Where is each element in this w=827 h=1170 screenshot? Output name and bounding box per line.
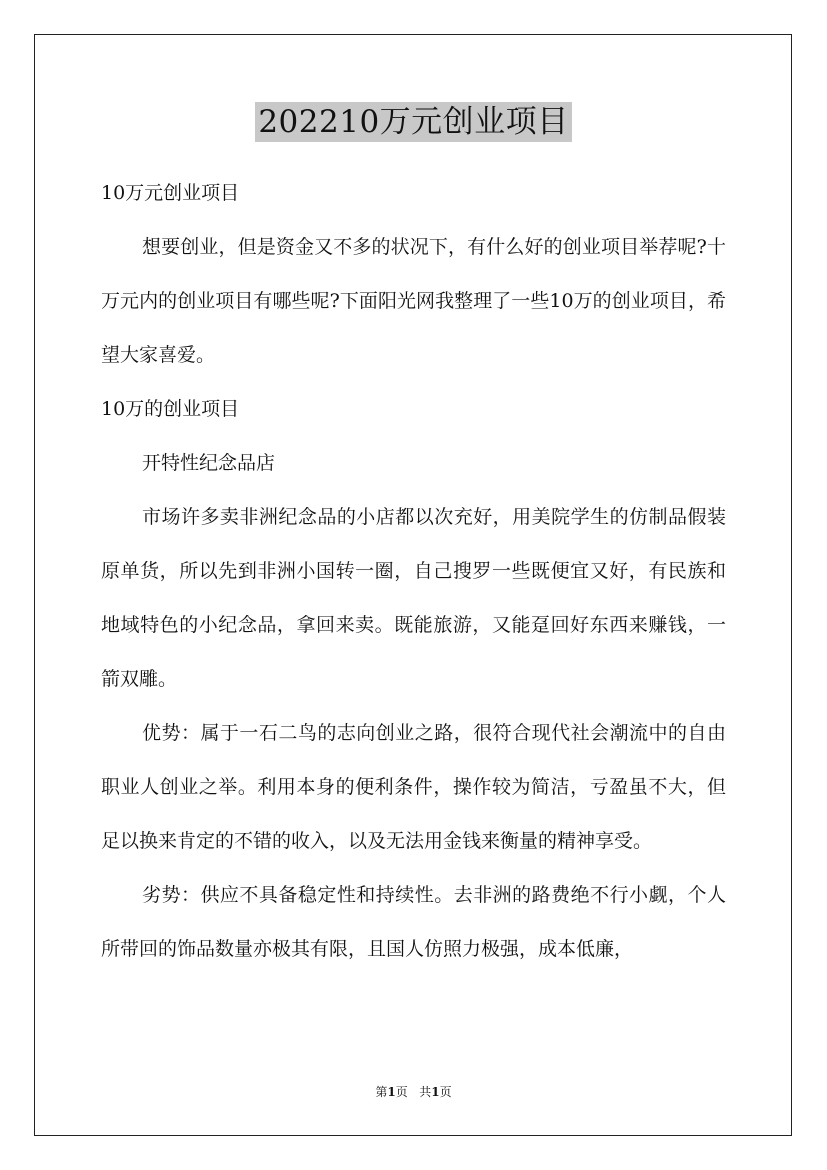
page-suffix: 页	[395, 1085, 408, 1099]
paragraph: 10万的创业项目	[101, 398, 240, 420]
total-prefix: 共	[419, 1085, 432, 1099]
paragraph: 市场许多卖非洲纪念品的小店都以次充好，用美院学生的仿制品假装原单货，所以先到非洲小国转一圈，自己搜罗一些既便宜又好，有民族和地域特色的小纪念品，拿回来卖。既能旅游，又能趸回好东西来赚钱，一箭双雕。	[101, 506, 726, 690]
page-footer	[0, 1084, 827, 1100]
paragraph: 开特性纪念品店	[142, 452, 276, 474]
total-pages: 1	[431, 1085, 440, 1099]
title-container	[0, 102, 827, 142]
total-suffix: 页	[439, 1085, 452, 1099]
page-prefix: 第	[375, 1085, 388, 1099]
paragraph: 10万元创业项目	[101, 182, 240, 204]
paragraph: 想要创业，但是资金又不多的状况下，有什么好的创业项目举荐呢?十万元内的创业项目有哪些呢?下面阳光网我整理了一些10万的创业项目，希望大家喜爱。	[101, 236, 726, 366]
document-title: 202210万元创业项目	[255, 102, 571, 142]
paragraph: 优势：属于一石二鸟的志向创业之路，很符合现代社会潮流中的自由职业人创业之举。利用本身的便利条件，操作较为简洁，亏盈虽不大，但足以换来肯定的不错的收入，以及无法用金钱来衡量的精神享受。	[101, 722, 726, 852]
document-body	[101, 166, 726, 976]
paragraph: 劣势：供应不具备稳定性和持续性。去非洲的路费绝不行小觑，个人所带回的饰品数量亦极其有限，且国人仿照力极强，成本低廉，	[101, 884, 726, 960]
page-number: 1	[387, 1085, 396, 1099]
